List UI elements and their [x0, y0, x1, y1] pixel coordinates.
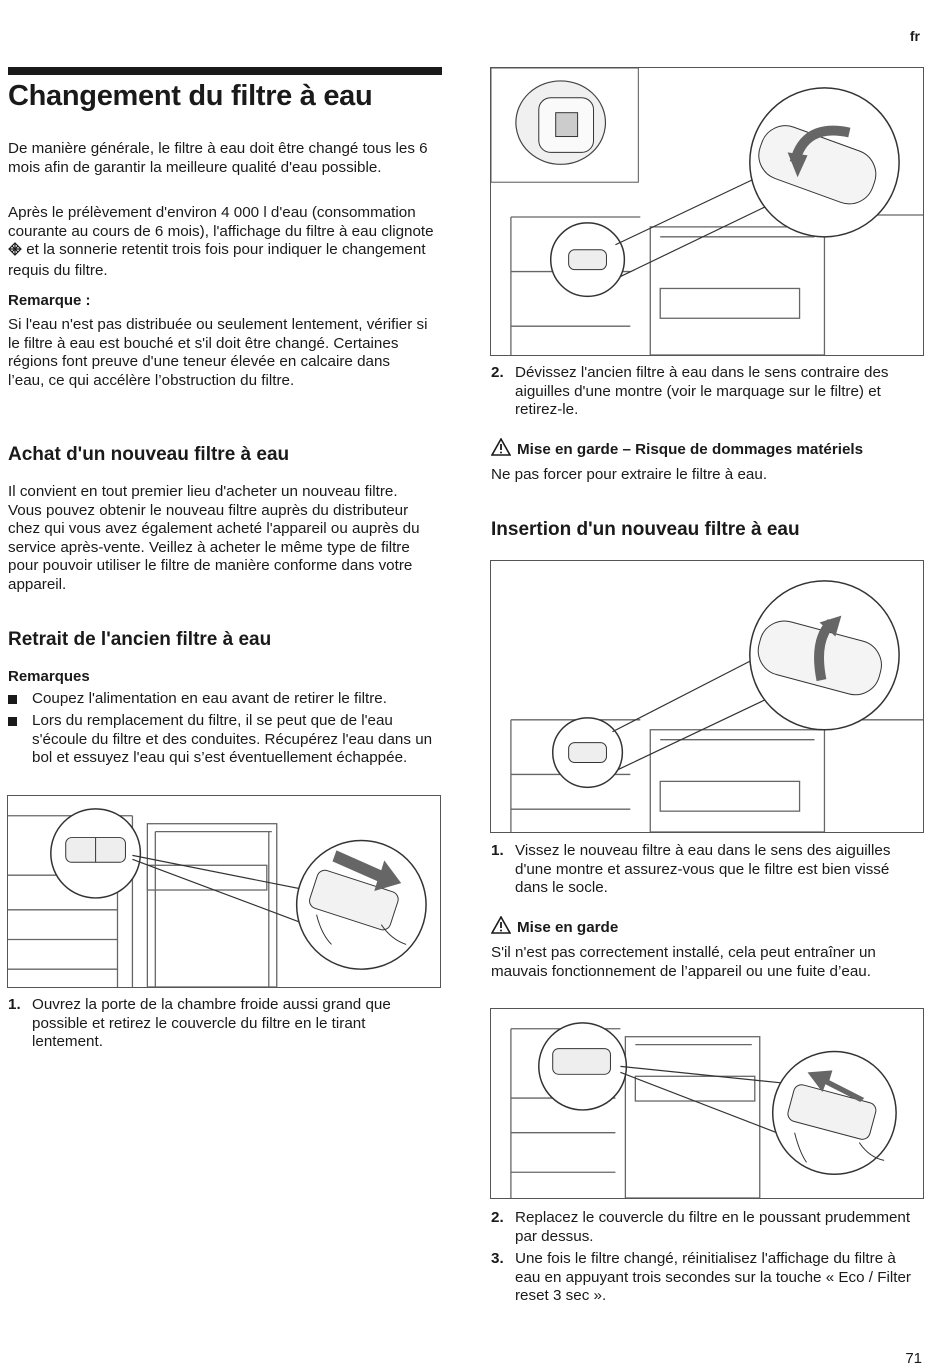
figure-unscrew-filter: [490, 67, 924, 356]
warning-text-install: S'il n'est pas correctement installé, cela peut entraîner un mauvais fonctionnement de l’appareil ou une fuite d’eau.: [491, 944, 876, 980]
warning-triangle-icon: [491, 916, 511, 938]
insertion-step-3: [491, 1250, 911, 1306]
step-text: Une fois le filtre changé, réinitialisez l'affichage du filtre à eau en appuyant trois secondes sur la touche « Eco / Filter reset 3 sec ».: [515, 1250, 911, 1305]
warning-triangle-icon: [491, 438, 511, 460]
list-item: [8, 712, 444, 768]
insertion-heading: Insertion d'un nouveau filtre à eau: [491, 519, 800, 540]
filter-indicator-icon: [8, 242, 22, 262]
retrait-step-2: [491, 364, 921, 420]
remarks-label: Remarques: [8, 668, 90, 685]
language-tag: fr: [909, 28, 920, 44]
warning-title-install: [491, 916, 618, 938]
title-rule: [8, 67, 442, 75]
remark-text: Si l'eau n'est pas distribuée ou seulement lentement, vérifier si le filtre à eau est bouché et s'il doit être changé. Certaines régions font preuve d'une teneur élevée en calcaire dans l’eau, ce qui accélère l’obstruction du filtre.: [8, 316, 428, 389]
step-number: 2.: [491, 364, 504, 381]
warning-title-damage: [491, 438, 863, 460]
intro-paragraph-2: [8, 204, 440, 280]
bullet-text: Lors du remplacement du filtre, il se peut que de l'eau s'écoule du filtre et des conduites. Récupérez l'eau dans un bol et essuyez l'eau qui s’est éventuellement échappée.: [32, 712, 433, 767]
retrait-step-1: [8, 996, 428, 1052]
warning-text-damage: Ne pas forcer pour extraire le filtre à eau.: [491, 466, 768, 483]
insertion-step-1: [491, 842, 921, 898]
retrait-heading: Retrait de l'ancien filtre à eau: [8, 629, 272, 650]
intro-paragraph-1: De manière générale, le filtre à eau doit être changé tous les 6 mois afin de garantir la meilleure qualité d'eau possible.: [8, 140, 428, 176]
intro-p2-before: Après le prélèvement d'environ 4 000 l d'eau (consommation courante au cours de 6 mois), l'affichage du filtre à eau clignote: [8, 204, 434, 240]
step-number: 1.: [491, 842, 504, 859]
step-number: 1.: [8, 996, 21, 1013]
list-item: [8, 690, 444, 710]
step-text: Replacez le couvercle du filtre en le poussant prudemment par dessus.: [515, 1209, 911, 1245]
figure-replace-cover: [490, 1008, 924, 1199]
remark-label: Remarque :: [8, 292, 91, 309]
achat-text: Il convient en tout premier lieu d'acheter un nouveau filtre. Vous pouvez obtenir le nouveau filtre auprès du distributeur chez qui vous avez également acheté l'appareil ou auprès du service après-vente. Veillez à acheter le même type de filtre pour pouvoir utiliser le filtre de manière conforme dans votre appareil.: [8, 483, 420, 593]
bullet-text: Coupez l'alimentation en eau avant de retirer le filtre.: [32, 690, 387, 707]
step-text: Dévissez l'ancien filtre à eau dans le sens contraire des aiguilles d'une montre (voir le marquage sur le filtre) et retirez-le.: [515, 364, 889, 419]
intro-p2-after: et la sonnerie retentit trois fois pour indiquer le changement requis du filtre.: [8, 241, 426, 279]
warning-title-text: Mise en garde: [517, 918, 619, 936]
page-title: Changement du filtre à eau: [8, 80, 373, 112]
step-number: 3.: [491, 1250, 504, 1267]
step-number: 2.: [491, 1209, 504, 1226]
warning-title-text: Mise en garde – Risque de dommages matériels: [517, 440, 864, 458]
step-text: Vissez le nouveau filtre à eau dans le sens des aiguilles d'une montre et assurez-vous que le filtre est bien vissé dans le socle.: [515, 842, 891, 897]
achat-heading: Achat d'un nouveau filtre à eau: [8, 444, 290, 465]
bullet-square-icon: [8, 695, 17, 704]
insertion-step-2: [491, 1209, 921, 1246]
figure-remove-cover: [7, 795, 441, 988]
figure-insert-filter: [490, 560, 924, 833]
bullet-square-icon: [8, 717, 17, 726]
page-number: 71: [905, 1350, 922, 1367]
step-text: Ouvrez la porte de la chambre froide aussi grand que possible et retirez le couvercle du filtre en le tirant lentement.: [32, 996, 391, 1051]
